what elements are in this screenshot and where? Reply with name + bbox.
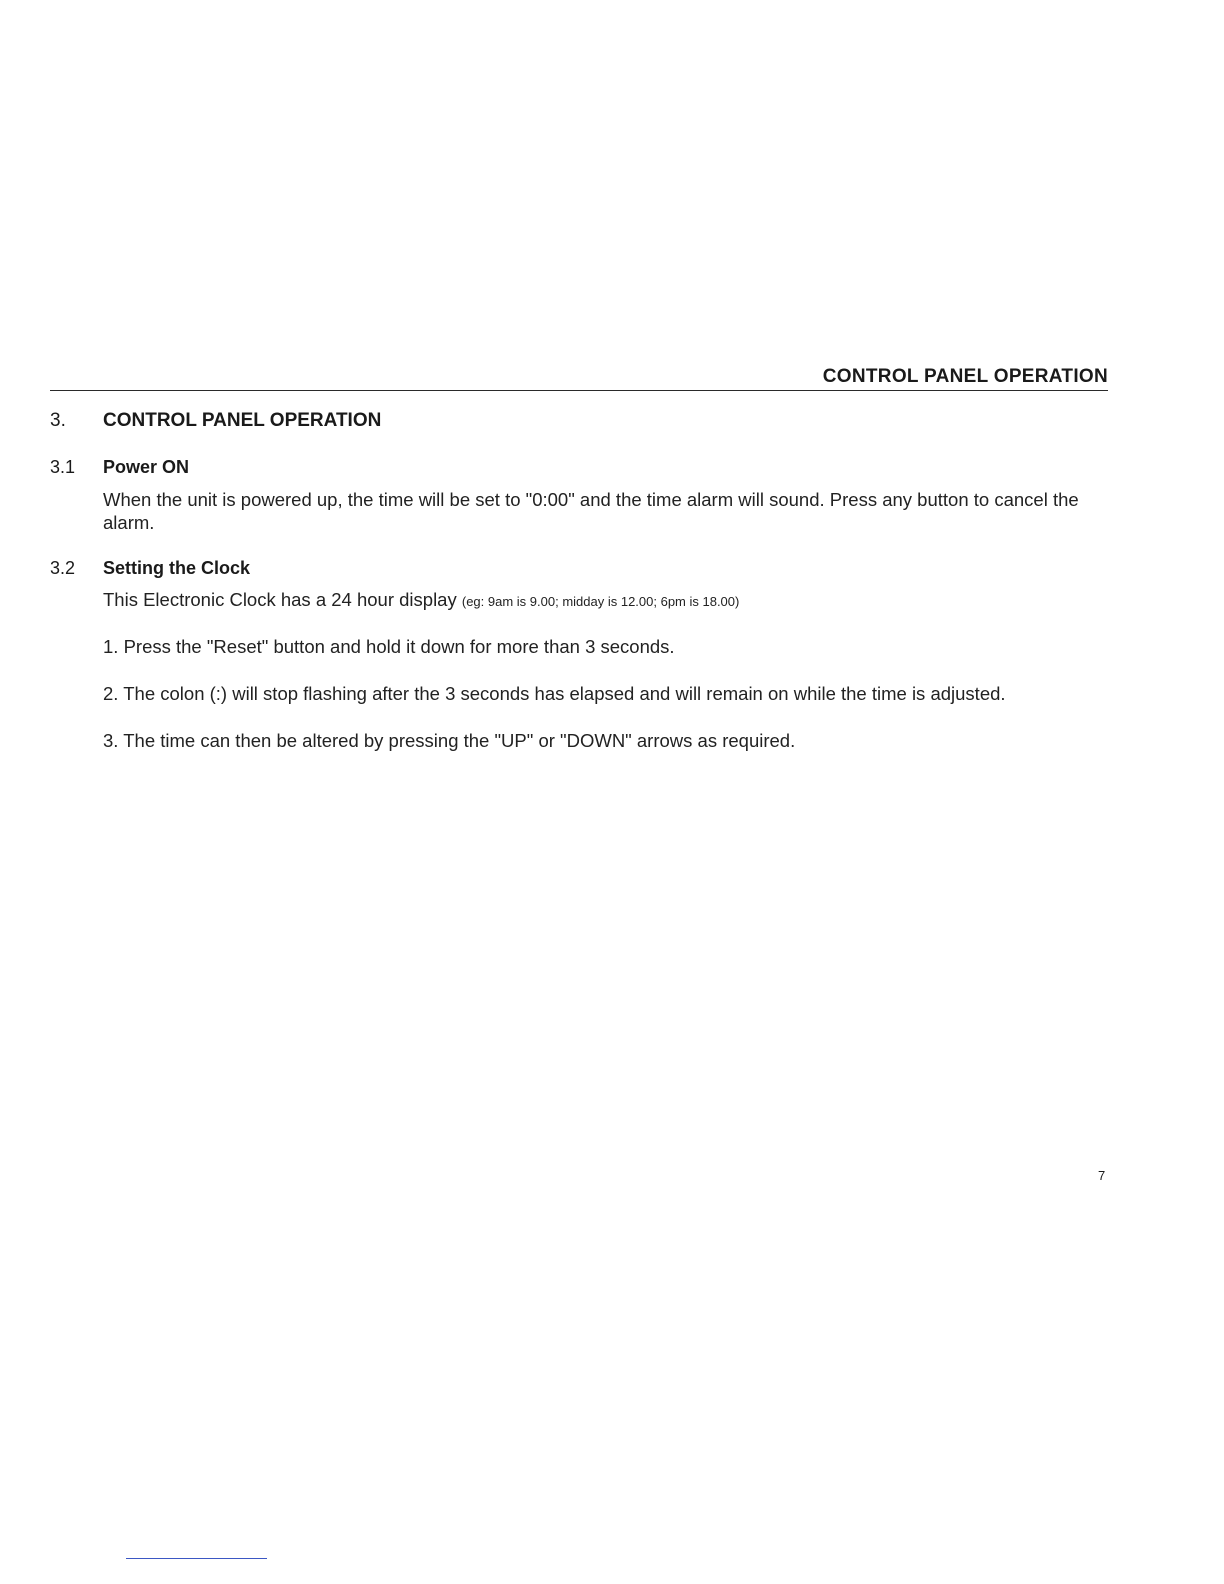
- subsection-number-power-on: 3.1: [50, 457, 76, 477]
- setting-clock-intro: [103, 588, 739, 613]
- header-divider: [50, 390, 1108, 391]
- running-header: CONTROL PANEL OPERATION: [822, 366, 1108, 387]
- step-item: 3. The time can then be altered by pressing the "UP" or "DOWN" arrows as required.: [103, 730, 796, 751]
- subsection-number-setting-clock: 3.2: [50, 558, 76, 578]
- step-item: 1. Press the "Reset" button and hold it down for more than 3 seconds.: [103, 636, 675, 657]
- step-item: 2. The colon (:) will stop flashing after the 3 seconds has elapsed and will remain on while the time is adjusted.: [103, 683, 1006, 704]
- power-on-paragraph: When the unit is powered up, the time will be set to "0:00" and the time alarm will sound. Press any button to cancel the alarm.: [103, 489, 1079, 533]
- subsection-title-power-on: Power ON: [103, 457, 190, 477]
- intro-text: This Electronic Clock has a 24 hour display: [103, 589, 457, 610]
- intro-example-note: (eg: 9am is 9.00; midday is 12.00; 6pm is 18.00): [461, 594, 740, 609]
- bottom-rule: [126, 1558, 267, 1559]
- subsection-title-setting-clock: Setting the Clock: [103, 558, 251, 578]
- section-number: 3.: [50, 410, 66, 431]
- page-number: 7: [1098, 1168, 1106, 1183]
- section-title: CONTROL PANEL OPERATION: [103, 410, 382, 431]
